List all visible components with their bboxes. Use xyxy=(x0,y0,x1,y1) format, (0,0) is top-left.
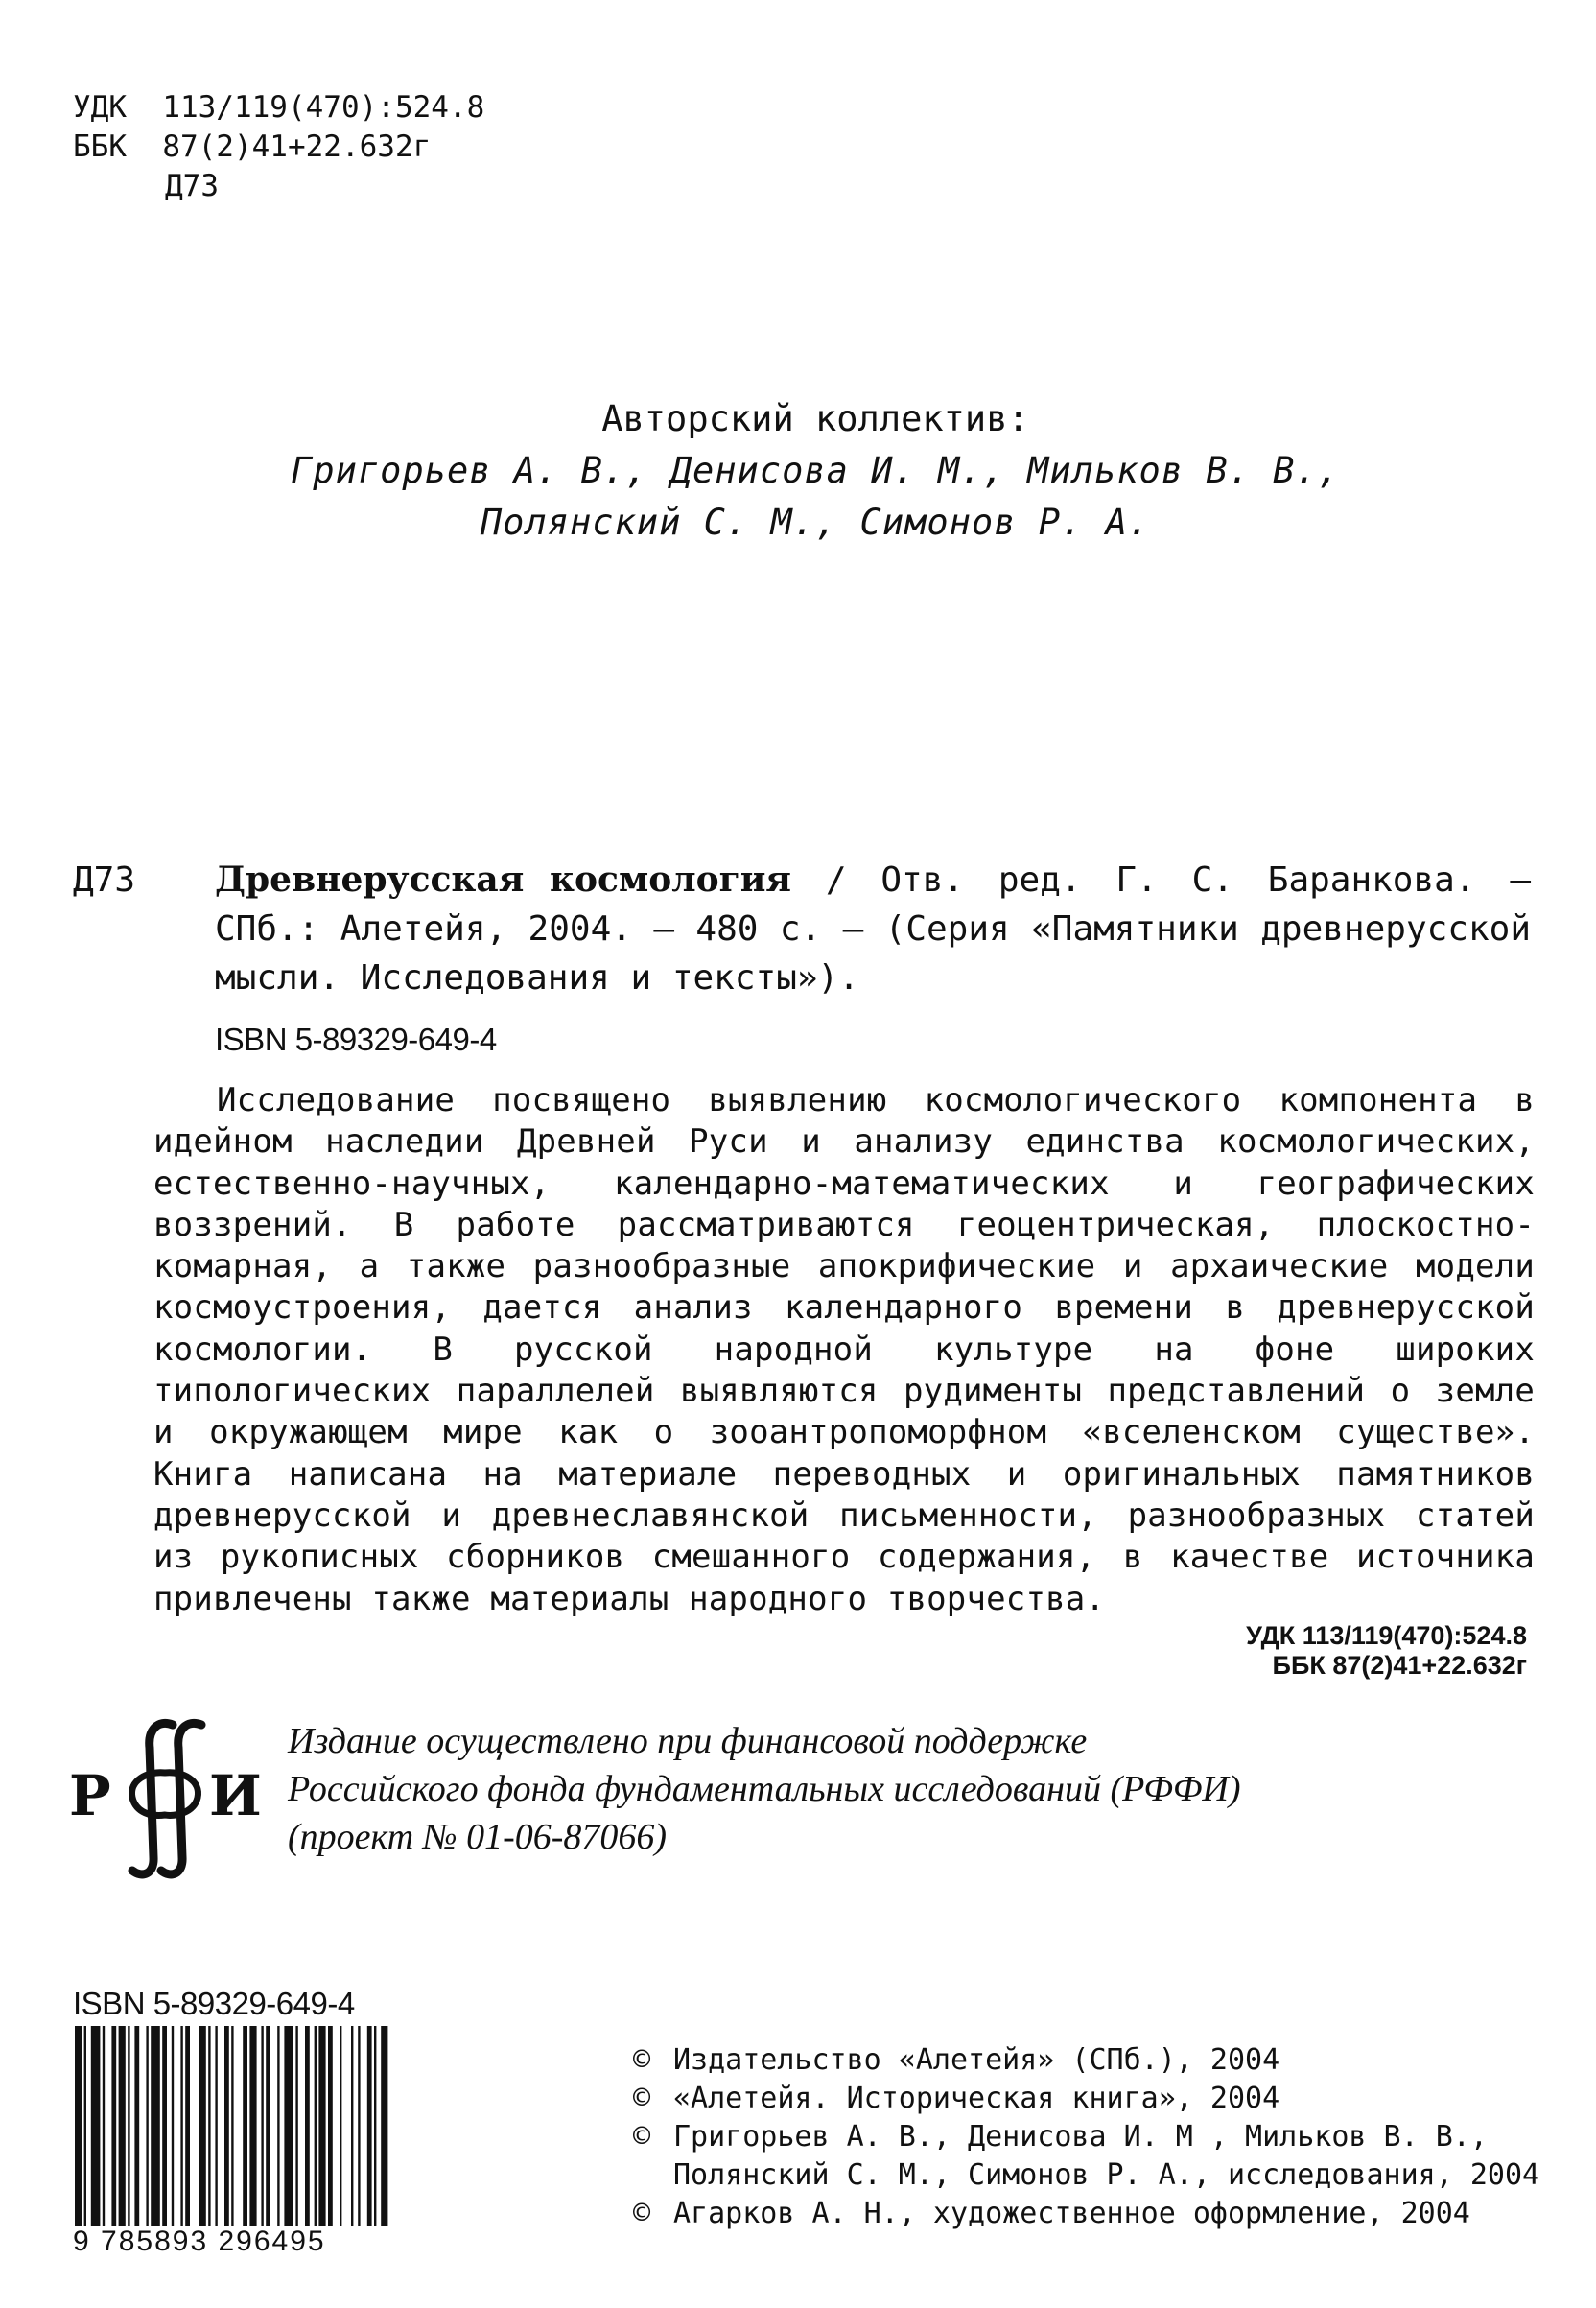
barcode-bar xyxy=(128,2026,129,2254)
barcode-bar xyxy=(151,2026,160,2254)
barcode-bar xyxy=(84,2026,86,2254)
barcode-isbn: ISBN 5-89329-649-4 xyxy=(73,1986,355,2021)
svg-text:И: И xyxy=(209,1763,262,1828)
barcode-bar xyxy=(358,2026,360,2254)
barcode-bar xyxy=(119,2026,126,2254)
rffi-support-note xyxy=(288,1717,1241,1861)
rffi-logo xyxy=(65,1713,270,1882)
authors-line-2: Полянский С. М., Симонов Р. А. xyxy=(480,502,1151,543)
entry-description: / Отв. ред. Г. С. Баранкова. — СПб.: Алетейя, 2004. — 480 с. — (Серия «Памятники древнерусской мысли. Исследования и тексты»). xyxy=(215,860,1532,998)
barcode-bar xyxy=(111,2026,116,2254)
bbk-code-footer: ББК 87(2)41+22.632г xyxy=(1272,1651,1527,1680)
barcode-bar xyxy=(146,2026,148,2254)
copyright-text: «Алетейя. Историческая книга», 2004 xyxy=(673,2082,1280,2115)
catalog-entry xyxy=(73,856,1532,1057)
barcode-bar xyxy=(318,2026,325,2254)
copyright-line xyxy=(633,2195,1539,2233)
barcode-bar xyxy=(75,2026,82,2254)
barcode-bar xyxy=(243,2026,247,2254)
isbn-barcode xyxy=(73,1986,430,2264)
barcode-bar xyxy=(351,2026,353,2254)
barcode-bar xyxy=(249,2026,256,2254)
copyrights xyxy=(633,2041,1539,2233)
entry-code: Д73 xyxy=(73,860,136,900)
udk-code-footer: УДК 113/119(470):524.8 xyxy=(1246,1621,1527,1650)
barcode-bar xyxy=(328,2026,333,2254)
classification-codes-header xyxy=(73,88,484,206)
copyright-text: Григорьев А. В., Денисова И. М , Мильков В. В., xyxy=(673,2120,1488,2154)
barcode-bar xyxy=(208,2026,210,2254)
barcode-bar xyxy=(374,2026,376,2254)
abstract xyxy=(153,1080,1535,1620)
bbk-code: ББК 87(2)41+22.632г xyxy=(73,130,432,164)
copyright-continuation: Полянский С. М., Симонов Р. А., исследования, 2004 xyxy=(673,2158,1540,2192)
barcode-bar xyxy=(215,2026,217,2254)
barcode-bar xyxy=(381,2026,387,2254)
barcode-bar xyxy=(134,2026,139,2254)
barcode-bar xyxy=(315,2026,317,2254)
barcode-bar xyxy=(231,2026,233,2254)
barcode-bar xyxy=(261,2026,263,2254)
barcode-bar xyxy=(295,2026,297,2254)
barcode-bar xyxy=(224,2026,229,2254)
rffi-line-3: (проект № 01-06-87066) xyxy=(288,1817,668,1857)
entry-text xyxy=(215,856,1531,1002)
rffi-line-2: Российского фонда фундаментальных исследований (РФФИ) xyxy=(288,1769,1241,1809)
barcode-bar xyxy=(172,2026,174,2254)
barcode-bar xyxy=(103,2026,105,2254)
copyright-icon: © xyxy=(633,2197,651,2230)
authors-block xyxy=(288,393,1343,549)
barcode-bar xyxy=(367,2026,372,2254)
barcode-bar xyxy=(162,2026,167,2254)
barcode-bar xyxy=(266,2026,270,2254)
barcode-bar xyxy=(305,2026,310,2254)
rffi-line-1: Издание осуществлено при финансовой поддержке xyxy=(288,1721,1088,1761)
barcode-bar xyxy=(91,2026,101,2254)
entry-isbn: ISBN 5-89329-649-4 xyxy=(215,1022,497,1057)
copyright-line xyxy=(633,2041,1539,2080)
copyright-icon: © xyxy=(633,2120,651,2154)
authors-heading: Авторский коллектив: xyxy=(601,398,1029,439)
barcode-bar xyxy=(340,2026,341,2254)
authors-line-1: Григорьев А. В., Денисова И. М., Мильков В. В., xyxy=(291,450,1340,491)
svg-text:Р: Р xyxy=(69,1763,111,1828)
barcode-bar xyxy=(277,2026,279,2254)
barcode-bar xyxy=(180,2026,182,2254)
copyright-text: Издательство «Алетейя» (СПб.), 2004 xyxy=(673,2043,1280,2077)
book-title: Древнерусская космология xyxy=(215,860,791,900)
copyright-line xyxy=(633,2080,1539,2118)
copyright-icon: © xyxy=(633,2082,651,2115)
copyright-text: Агарков А. Н., художественное оформление, 2004 xyxy=(673,2197,1470,2230)
barcode-bar xyxy=(185,2026,190,2254)
barcode-digits: 9 785893 296495 xyxy=(73,2226,430,2258)
barcode-bars xyxy=(73,2026,430,2254)
udk-code: УДК 113/119(470):524.8 xyxy=(73,90,485,125)
barcode-bar xyxy=(200,2026,206,2254)
classification-codes-footer xyxy=(1246,1621,1527,1681)
author-mark: Д73 xyxy=(165,169,219,203)
abstract-text: Исследование посвящено выявлению космологического компонента в идейном наследии Древней Руси и анализу единства космологических, естественно-научных, календарно-математических и географических воззрений. В работе рассматриваются геоцентрическая, плоскостно-комарная, а также разнообразные апокрифические и архаические модели космоустроения, дается анализ календарного времени в древнерусской космологии. В русской народной культуре на фоне широких типологических параллелей выявляются рудименты представлений о земле и окружающем мире как о зооантропоморфном «вселенском существе». Книга написана на материале переводных и оригинальных памятников древнерусской и древнеславянской письменности, разнообразных статей из рукописных сборников смешанного содержания, в качестве источника привлечены также материалы народного творчества. xyxy=(153,1081,1535,1618)
copyright-icon: © xyxy=(633,2043,651,2077)
barcode-bar xyxy=(284,2026,293,2254)
copyright-line xyxy=(633,2118,1539,2156)
